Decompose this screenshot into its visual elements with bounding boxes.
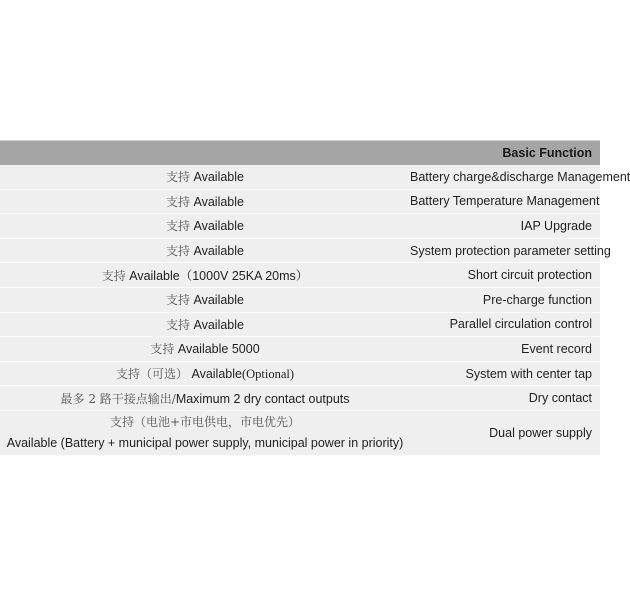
support-cell (0, 238, 410, 263)
table-row (0, 312, 600, 337)
table-row (0, 238, 600, 263)
support-cell (0, 263, 410, 288)
support-cn: 支持 (165, 317, 190, 332)
support-en: Available (193, 219, 244, 234)
support-cn: 支持 (101, 269, 126, 284)
table-row (0, 189, 600, 214)
support-en: Available (Battery + municipal power supply, municipal power in priority) (6, 435, 404, 450)
support-cell (0, 165, 410, 189)
function-cell: Battery Temperature Management (410, 189, 600, 214)
header-title: Basic Function (410, 141, 600, 166)
function-cell: System with center tap (410, 361, 600, 386)
support-cn: 支持 (150, 342, 175, 357)
function-cell: IAP Upgrade (410, 214, 600, 239)
table-header-row (0, 141, 600, 166)
support-cell (0, 361, 410, 386)
table-row (0, 410, 600, 455)
support-cell (0, 287, 410, 312)
table-row (0, 263, 600, 288)
table-row (0, 386, 600, 411)
support-cn: 支持 (165, 293, 190, 308)
support-cell (0, 410, 410, 455)
function-cell: Dry contact (410, 386, 600, 411)
support-cell (0, 189, 410, 214)
function-cell: Dual power supply (410, 410, 600, 455)
support-cell (0, 312, 410, 337)
table-row (0, 165, 600, 189)
function-cell: Parallel circulation control (410, 312, 600, 337)
support-en: Available (193, 170, 244, 185)
function-cell: Battery charge&discharge Management (410, 165, 600, 189)
support-cn: 支持（可选） (115, 367, 188, 382)
table-row (0, 287, 600, 312)
support-en: Available (193, 293, 244, 308)
support-cell (0, 386, 410, 411)
support-en-suffix: (Optional) (241, 367, 295, 382)
function-cell: System protection parameter setting (410, 238, 600, 263)
table-row (0, 214, 600, 239)
support-cell (0, 214, 410, 239)
support-cell (0, 337, 410, 362)
function-cell: Event record (410, 337, 600, 362)
support-cn: 支持 (165, 170, 190, 185)
function-cell: Pre-charge function (410, 287, 600, 312)
support-en: Maximum 2 dry contact outputs (175, 391, 350, 406)
support-en: Available (193, 317, 244, 332)
support-cn: 支持 (165, 219, 190, 234)
support-en: Available (191, 367, 242, 382)
support-en: Available 5000 (177, 342, 260, 357)
support-en: Available (193, 244, 244, 259)
basic-function-table (0, 140, 630, 456)
table-row (0, 361, 600, 386)
support-cn: 最多 2 路干接点输出/ (60, 391, 176, 406)
support-en: Available (193, 194, 244, 209)
support-cn: 支持（电池+市电供电，市电优先） (109, 414, 301, 429)
function-cell: Short circuit protection (410, 263, 600, 288)
header-blank-cell (0, 141, 410, 166)
support-cn: 支持 (165, 194, 190, 209)
support-en: Available（1000V 25KA 20ms） (129, 269, 309, 284)
table-row (0, 337, 600, 362)
support-cn: 支持 (165, 244, 190, 259)
